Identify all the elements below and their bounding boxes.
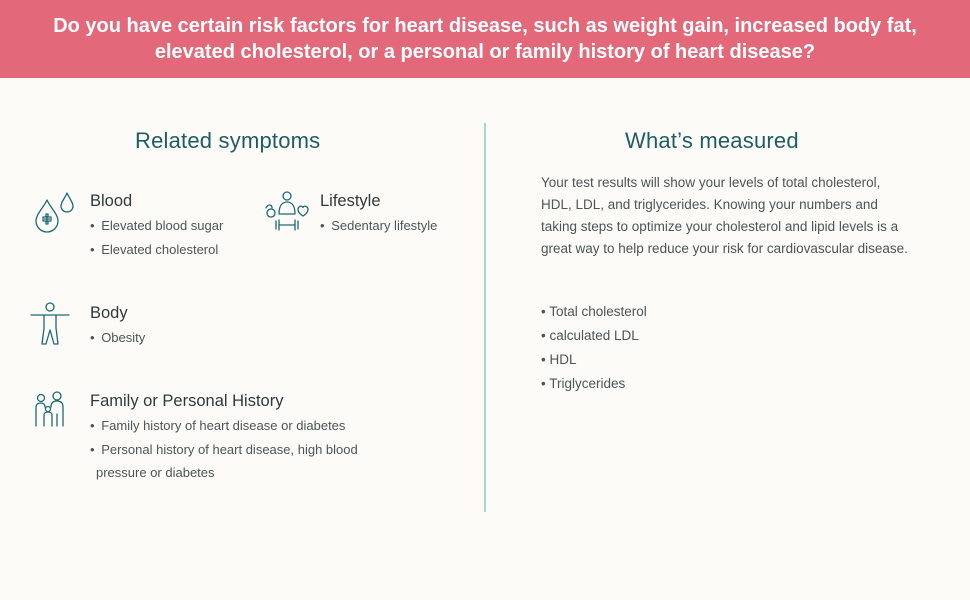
group-heading-lifestyle: Lifestyle — [320, 192, 381, 210]
list-item — [320, 214, 437, 238]
body-list — [90, 326, 145, 350]
list-item — [541, 372, 647, 396]
item-text: Family history of heart disease or diabetes — [101, 418, 346, 433]
item-text: Sedentary lifestyle — [331, 218, 438, 233]
symptom-group-blood — [33, 190, 263, 270]
family-history-list — [90, 414, 358, 485]
body-icon — [29, 302, 73, 348]
list-item — [541, 348, 647, 372]
item-text: Elevated cholesterol — [101, 241, 219, 257]
list-item — [90, 414, 358, 438]
item-text: pressure or diabetes — [96, 465, 215, 480]
symptom-group-lifestyle — [263, 190, 463, 250]
item-text: calculated LDL — [549, 328, 639, 343]
item-text: Personal history of heart disease, high blood — [101, 441, 358, 457]
symptom-group-body — [29, 302, 249, 352]
group-heading-body: Body — [90, 304, 128, 322]
item-text: Total cholesterol — [549, 304, 647, 319]
bullet: • — [320, 218, 325, 233]
bullet: • — [541, 376, 546, 391]
list-item — [90, 438, 358, 462]
bullet: • — [90, 241, 95, 257]
related-symptoms-title: Related symptoms — [135, 128, 321, 153]
lifestyle-list — [320, 214, 437, 238]
item-text: HDL — [549, 352, 577, 367]
whats-measured-description: Your test results will show your levels of total cholesterol, HDL, LDL, and triglycerides. Knowing your numbers and taking steps to optimize your cholesterol and lipid levels is a great way to help reduce your risk for cardiovascular disease. — [541, 175, 908, 256]
list-item — [90, 214, 223, 238]
banner-question: Do you have certain risk factors for heart disease, such as weight gain, increased body fat, elevated cholesterol, or a personal or family history of heart disease? — [53, 15, 917, 63]
symptom-group-family-history — [33, 390, 433, 490]
item-text: Triglycerides — [549, 376, 626, 391]
group-heading-family-history: Family or Personal History — [90, 392, 284, 410]
list-item — [90, 238, 223, 262]
bullet: • — [541, 304, 546, 319]
measured-list — [541, 300, 647, 396]
lifestyle-icon — [263, 190, 309, 236]
bullet: • — [541, 352, 546, 367]
family-icon — [33, 390, 73, 430]
list-item — [541, 324, 647, 348]
item-text: Elevated blood sugar — [101, 218, 224, 233]
bullet: • — [90, 330, 95, 345]
group-heading-blood: Blood — [90, 192, 133, 210]
bullet: • — [90, 441, 95, 457]
bullet: • — [90, 218, 95, 233]
list-item — [90, 326, 145, 350]
bullet: • — [90, 418, 95, 433]
list-item — [541, 300, 647, 324]
whats-measured-title: What’s measured — [625, 128, 799, 153]
top-banner — [0, 0, 970, 78]
column-divider — [484, 123, 486, 512]
item-text: Obesity — [101, 330, 146, 345]
blood-drops-icon — [33, 190, 77, 236]
list-item-continuation — [90, 461, 358, 485]
blood-list — [90, 214, 223, 261]
bullet: • — [541, 328, 546, 343]
